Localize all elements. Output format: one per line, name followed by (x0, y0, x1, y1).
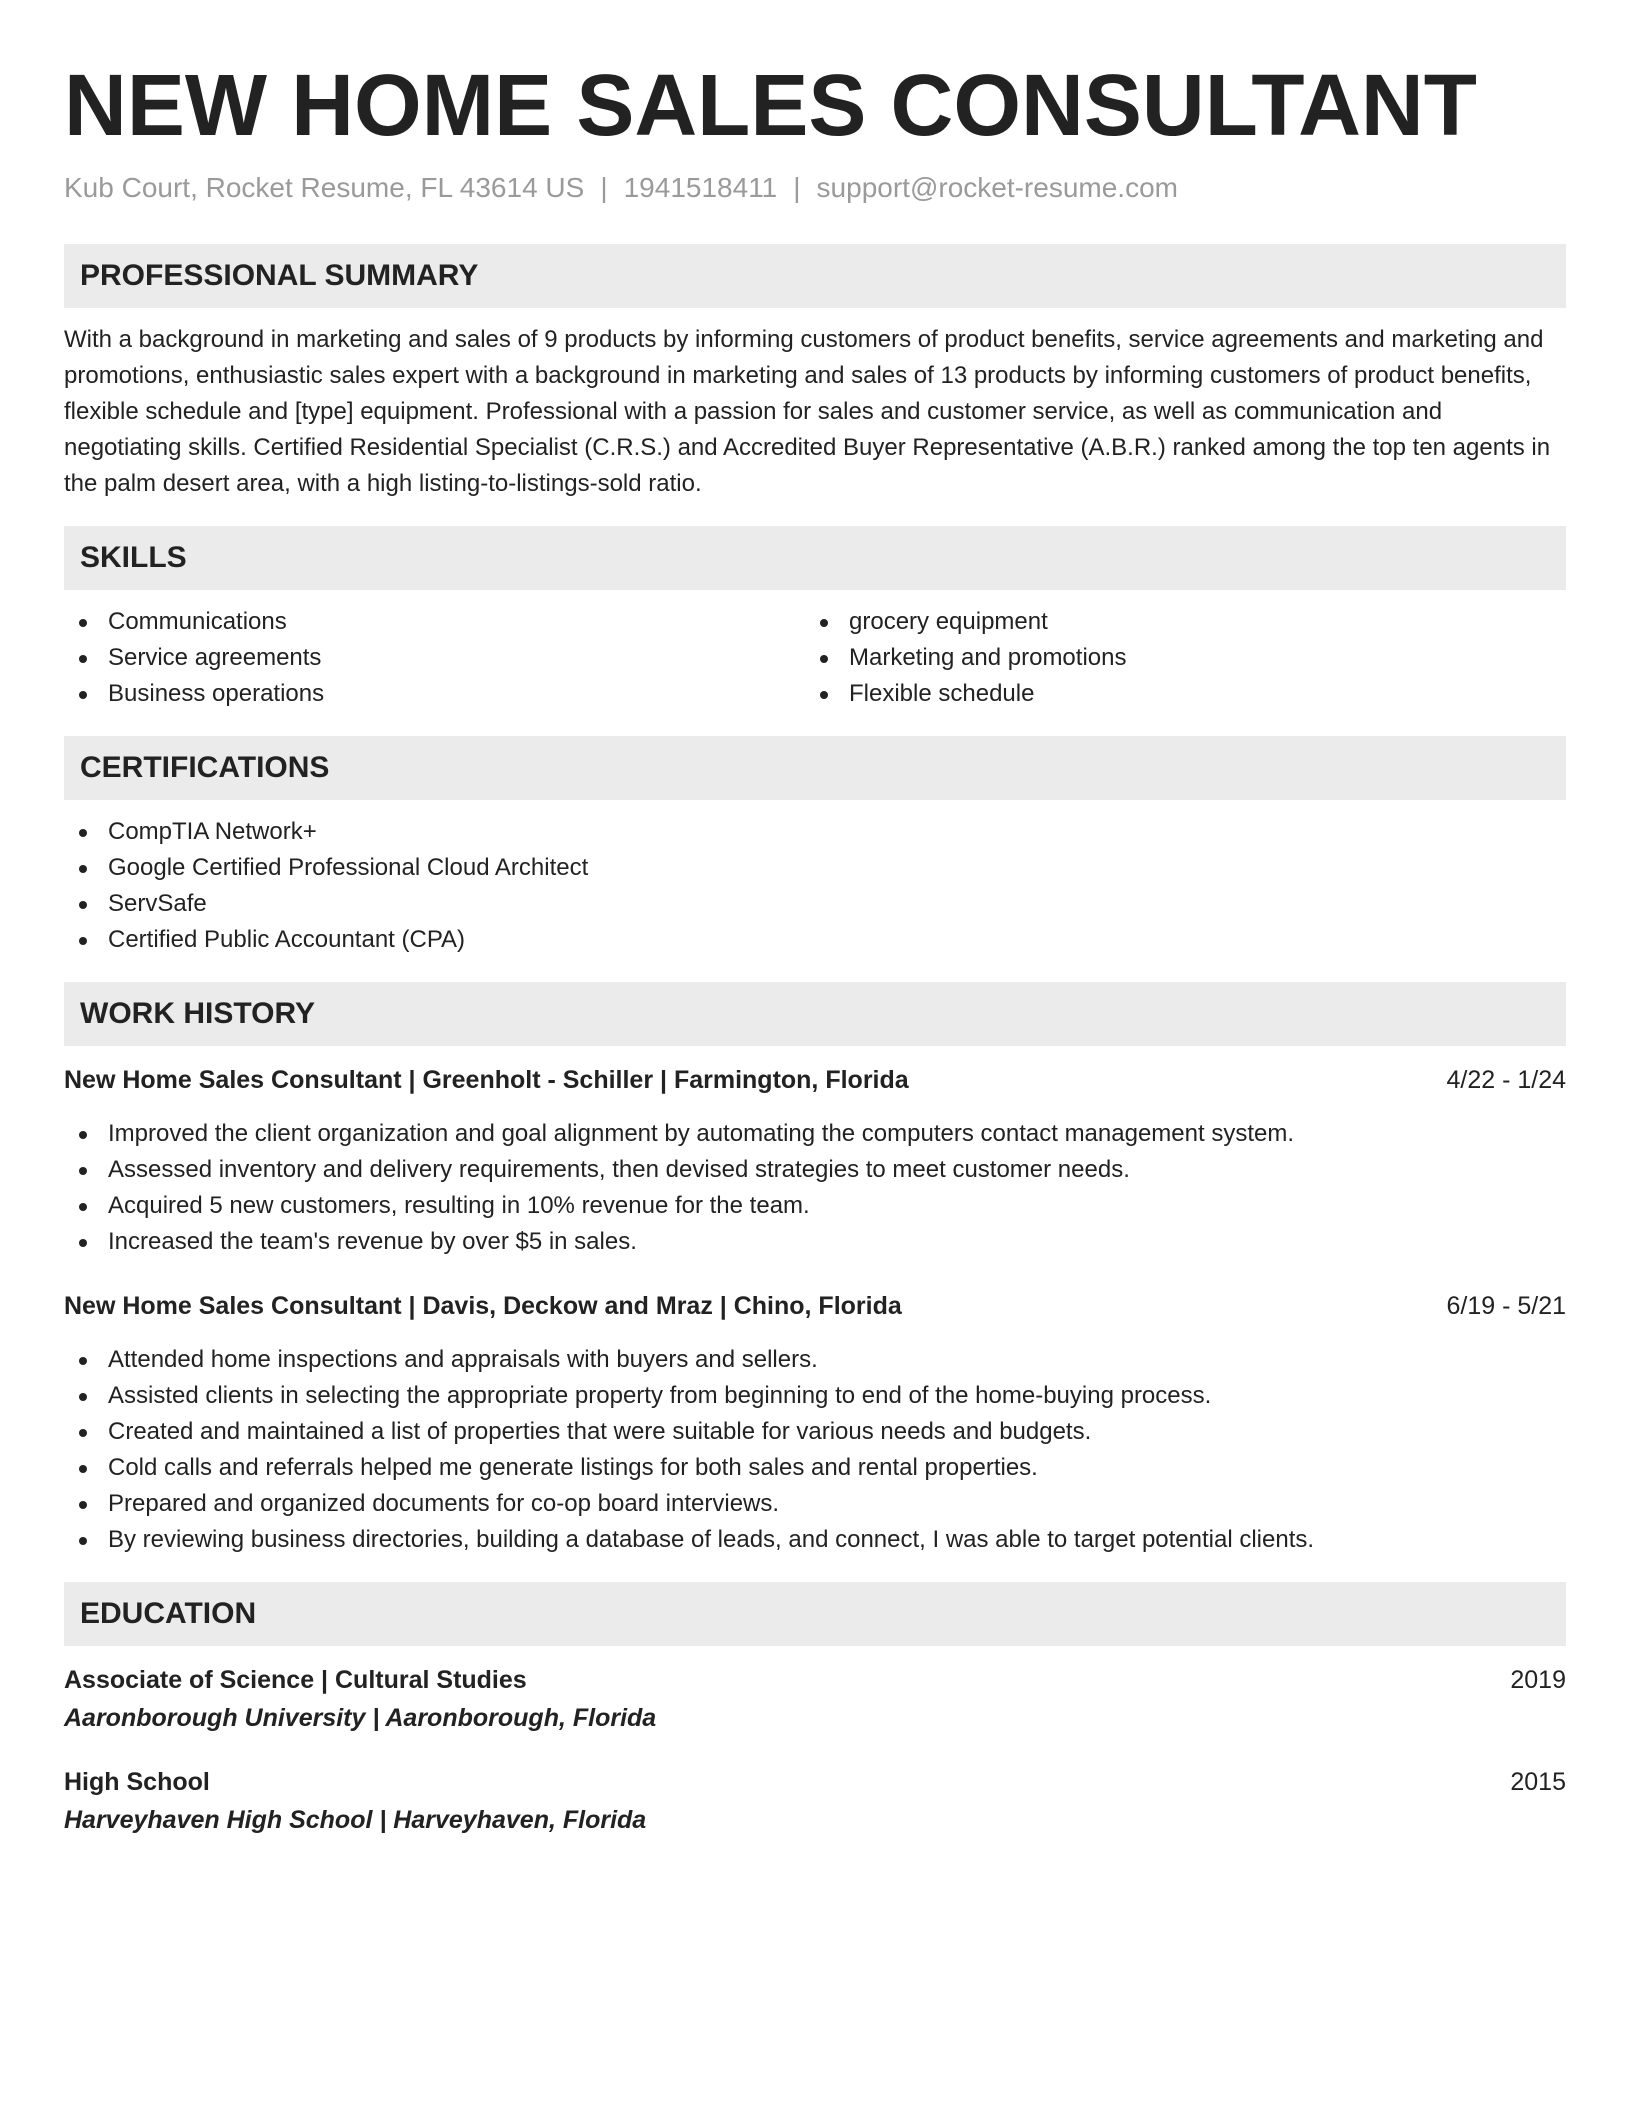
job-title: New Home Sales Consultant | Greenholt - Schiller | Farmington, Florida (64, 1066, 909, 1094)
education-year: 2015 (1510, 1768, 1566, 1796)
job-entry (64, 1288, 1566, 1558)
section-header-summary: PROFESSIONAL SUMMARY (64, 244, 1566, 308)
job-bullet: Acquired 5 new customers, resulting in 10% revenue for the team. (64, 1188, 1566, 1224)
education-entry (64, 1662, 1566, 1738)
contact-line (64, 170, 1566, 206)
job-bullet: Assisted clients in selecting the appropriate property from beginning to end of the home-buying process. (64, 1378, 1566, 1414)
job-dates: 4/22 - 1/24 (1446, 1066, 1566, 1094)
job-bullet: Created and maintained a list of properties that were suitable for various needs and budgets. (64, 1414, 1566, 1450)
education-header (64, 1764, 1566, 1800)
job-bullet: Attended home inspections and appraisals with buyers and sellers. (64, 1342, 1566, 1378)
skill-item: Marketing and promotions (805, 640, 1546, 676)
skills-column-right (805, 604, 1546, 712)
section-header-skills: SKILLS (64, 526, 1566, 590)
education-year: 2019 (1510, 1666, 1566, 1694)
certification-item: Certified Public Accountant (CPA) (64, 922, 1566, 958)
certification-item: Google Certified Professional Cloud Architect (64, 850, 1566, 886)
job-bullet: Improved the client organization and goal alignment by automating the computers contact management system. (64, 1116, 1566, 1152)
contact-separator: | (600, 172, 608, 203)
resume-page (64, 56, 1566, 1840)
summary-text: With a background in marketing and sales of 9 products by informing customers of product benefits, service agreements and marketing and promotions, enthusiastic sales expert with a background in marketing and sales of 13 products by informing customers of product benefits, flexible schedule and [type] equipment. Professional with a passion for sales and customer service, as well as communication and negotiating skills. Certified Residential Specialist (C.R.S.) and Accredited Buyer Representative (A.B.R.) ranked among the top ten agents in the palm desert area, with a high listing-to-listings-sold ratio. (64, 326, 1551, 497)
education-school: Harveyhaven High School | Harveyhaven, Florida (64, 1806, 647, 1834)
job-bullet: Cold calls and referrals helped me generate listings for both sales and rental properties. (64, 1450, 1566, 1486)
section-header-education: EDUCATION (64, 1582, 1566, 1646)
skill-item: Business operations (64, 676, 805, 712)
skills-column-left (64, 604, 805, 712)
certification-item: CompTIA Network+ (64, 814, 1566, 850)
skills-list (64, 604, 1566, 712)
contact-address: Kub Court, Rocket Resume, FL 43614 US (64, 172, 585, 203)
skill-item: Communications (64, 604, 805, 640)
contact-separator: | (793, 172, 801, 203)
job-entry (64, 1062, 1566, 1260)
skill-item: Service agreements (64, 640, 805, 676)
skill-item: grocery equipment (805, 604, 1546, 640)
education-school: Aaronborough University | Aaronborough, Florida (64, 1704, 657, 1732)
education-header (64, 1662, 1566, 1698)
candidate-name: NEW HOME SALES CONSULTANT (64, 57, 1477, 154)
job-bullet: By reviewing business directories, building a database of leads, and connect, I was able to target potential clients. (64, 1522, 1566, 1558)
contact-email: support@rocket-resume.com (816, 172, 1178, 203)
certification-item: ServSafe (64, 886, 1566, 922)
section-header-work-history: WORK HISTORY (64, 982, 1566, 1046)
education-degree: Associate of Science | Cultural Studies (64, 1666, 527, 1694)
certifications-list (64, 814, 1566, 958)
job-bullet: Increased the team's revenue by over $5 in sales. (64, 1224, 1566, 1260)
job-title: New Home Sales Consultant | Davis, Deckow and Mraz | Chino, Florida (64, 1292, 902, 1320)
job-header (64, 1062, 1566, 1098)
contact-phone: 1941518411 (623, 172, 778, 203)
education-entry (64, 1764, 1566, 1840)
education-degree: High School (64, 1768, 210, 1796)
section-header-certifications: CERTIFICATIONS (64, 736, 1566, 800)
job-dates: 6/19 - 5/21 (1446, 1292, 1566, 1320)
job-bullets (64, 1342, 1566, 1558)
job-header (64, 1288, 1566, 1324)
job-bullet: Assessed inventory and delivery requirements, then devised strategies to meet customer needs. (64, 1152, 1566, 1188)
skill-item: Flexible schedule (805, 676, 1546, 712)
job-bullet: Prepared and organized documents for co-op board interviews. (64, 1486, 1566, 1522)
job-bullets (64, 1116, 1566, 1260)
